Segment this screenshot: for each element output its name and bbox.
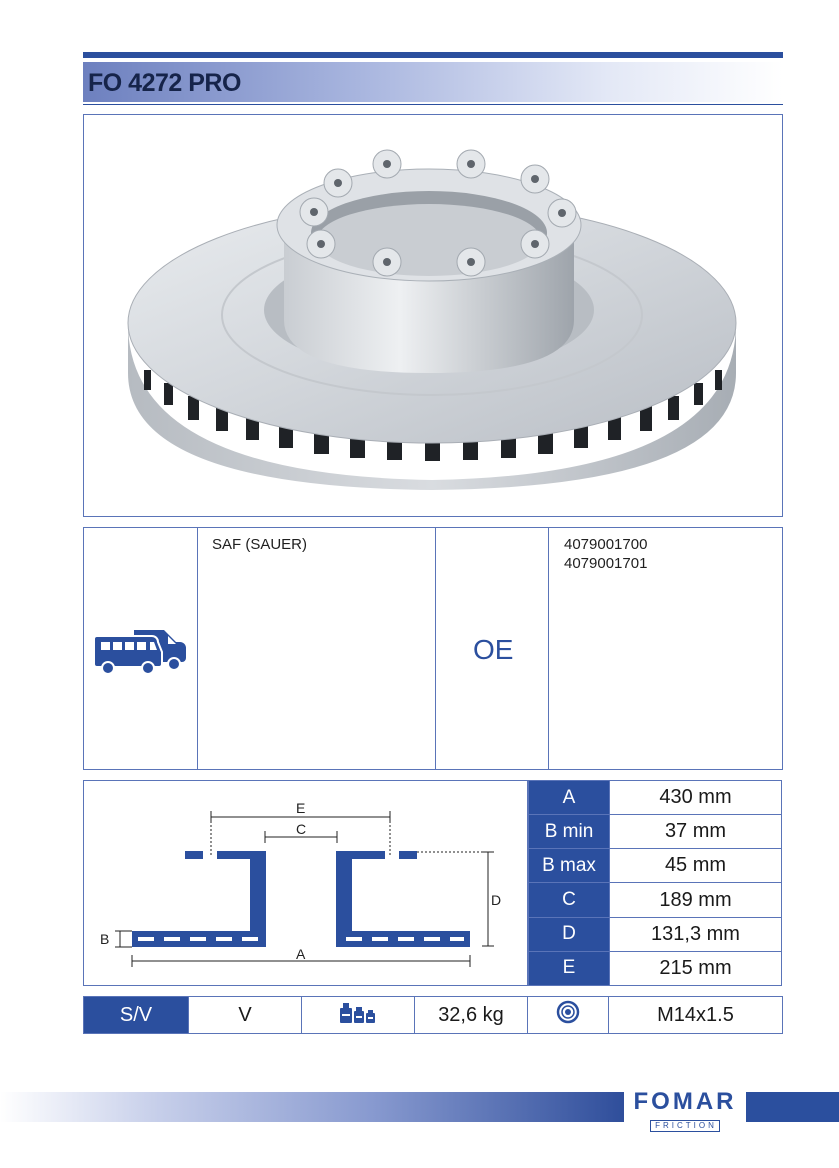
divider [197,528,198,769]
oe-label: OE [473,634,514,665]
application-table [83,527,783,770]
title-underline [83,104,783,105]
table-row [529,815,782,849]
weight-icon [338,1000,378,1024]
sv-value: V [189,997,302,1034]
dim-value: 131,3 mm [610,917,782,951]
dim-key: C [529,883,610,917]
dim-label-d: D [491,892,502,908]
brand-logo [629,1089,741,1133]
table-row [529,781,782,815]
dim-label-e: E [296,800,306,816]
bolt-thread-icon [556,1000,580,1024]
bus-truck-icon [94,624,188,676]
vehicle-maker: SAF (SAUER) [212,536,308,553]
bolt-icon-cell [528,997,609,1034]
brand-name: FOMAR [633,1088,737,1115]
oe-number: 4079001701 [564,555,648,572]
oe-number: 4079001700 [564,536,648,553]
dim-label-b: B [100,931,110,947]
weight-icon-cell [302,997,415,1034]
dim-key: B max [529,849,610,883]
dim-value: 189 mm [610,883,782,917]
dim-value: 45 mm [610,849,782,883]
dim-key: D [529,917,610,951]
dim-label-c: C [296,821,307,837]
divider [435,528,436,769]
dim-value: 430 mm [610,781,782,815]
dim-value: 37 mm [610,815,782,849]
table-row [529,917,782,951]
product-image-frame [83,114,783,517]
table-row [529,951,782,985]
footer-gradient-bar [0,1092,624,1122]
table-row [529,883,782,917]
disc-cross-section [84,781,527,985]
product-title: FO 4272 PRO [88,69,241,97]
dimension-table [528,780,782,986]
dim-key: E [529,951,610,985]
thread-value: M14x1.5 [609,997,783,1034]
dim-key: A [529,781,610,815]
dim-value: 215 mm [610,951,782,985]
divider [548,528,549,769]
weight-value: 32,6 kg [415,997,528,1034]
table-row [529,849,782,883]
header-top-bar [83,52,783,58]
dim-label-a: A [296,946,306,962]
footer-bar-right [746,1092,839,1122]
sv-label: S/V [84,997,189,1034]
dimension-diagram [83,780,528,986]
spec-row [83,996,783,1034]
brake-disc-illustration [84,115,782,516]
dim-key: B min [529,815,610,849]
brand-subtitle: FRICTION [650,1120,720,1132]
